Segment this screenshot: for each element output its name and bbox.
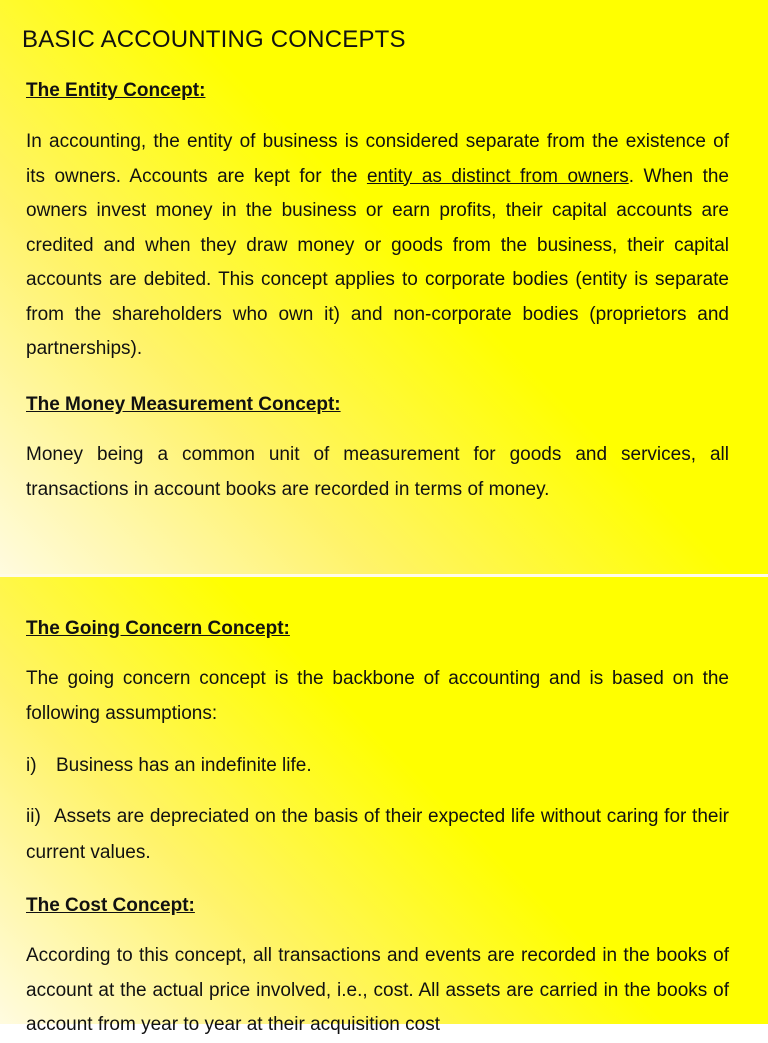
going-concern-intro: The going concern concept is the backbone of accounting and is based on the following assumptions:	[26, 668, 729, 724]
assumption-text: Business has an indefinite life.	[56, 755, 312, 776]
assumption-item	[26, 799, 729, 871]
page-title: BASIC ACCOUNTING CONCEPTS	[22, 26, 406, 53]
assumption-number: ii)	[26, 806, 41, 827]
cost-concept-text: According to this concept, all transactions and events are recorded in the books of account at the actual price involved, i.e., cost. All assets are carried in the books of account from year to year at their acquisition cost	[26, 945, 729, 1035]
entity-text-before: In accounting, the entity of business is considered separate from the existence of its owners. Accounts are kept for the	[26, 131, 729, 187]
entity-concept-text	[26, 125, 729, 367]
assumption-number: i)	[26, 755, 37, 776]
cost-concept-heading: The Cost Concept:	[26, 895, 195, 916]
entity-distinct-phrase: entity as distinct from owners	[366, 165, 629, 187]
entity-concept-heading: The Entity Concept:	[26, 80, 206, 101]
money-measurement-heading: The Money Measurement Concept:	[26, 394, 341, 415]
money-measurement-text: Money being a common unit of measurement for goods and services, all transactions in account books are recorded in terms of money.	[26, 444, 729, 500]
slide-2	[0, 577, 768, 1035]
entity-text-after: . When the owners invest money in the business or earn profits, their capital accounts are credited and when they draw money or goods from the business, their capital accounts are debited. This concept applies to corporate bodies (entity is separate from the shareholders who own it) and non-corporate bodies (proprietors and partnerships).	[26, 165, 729, 359]
assumption-text: Assets are depreciated on the basis of their expected life without caring for their current values.	[26, 806, 729, 863]
going-concern-heading: The Going Concern Concept:	[26, 618, 290, 639]
assumption-item	[26, 748, 729, 784]
